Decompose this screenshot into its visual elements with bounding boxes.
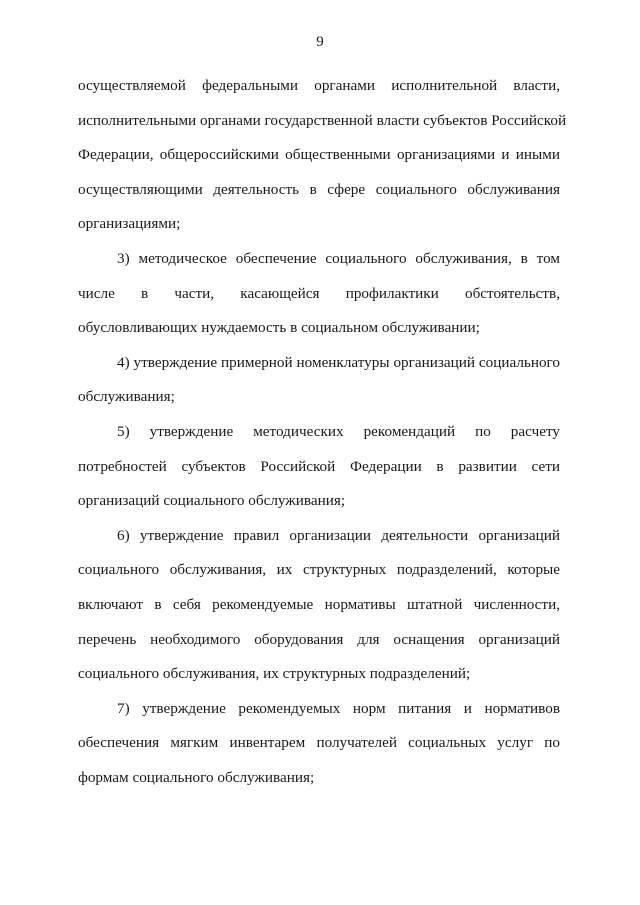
text-line: обусловливающих нуждаемость в социальном обслуживании;: [78, 319, 480, 336]
text-line: социального обслуживания, их структурных подразделений;: [78, 665, 471, 682]
text-line: Федерации, общероссийскими общественными организациями и иными: [78, 146, 560, 163]
text-line: организациями;: [78, 215, 181, 232]
text-line: числе в части, касающейся профилактики обстоятельств,: [78, 285, 560, 302]
text-line: перечень необходимого оборудования для оснащения организаций: [78, 631, 560, 648]
text-line: исполнительными органами государственной власти субъектов Российской: [78, 112, 567, 129]
text-line: включают в себя рекомендуемые нормативы штатной численности,: [78, 596, 560, 613]
text-line: потребностей субъектов Российской Федерации в развитии сети: [78, 458, 560, 475]
text-line: обеспечения мягким инвентарем получателей социальных услуг по: [78, 734, 560, 751]
list-item-7: 7) утверждение рекомендуемых норм питания и нормативов: [117, 700, 560, 717]
list-item-3: 3) методическое обеспечение социального обслуживания, в том: [117, 250, 560, 267]
text-line: формам социального обслуживания;: [78, 769, 315, 786]
text-line: социального обслуживания, их структурных подразделений, которые: [78, 561, 560, 578]
list-item-4: 4) утверждение примерной номенклатуры организаций социального: [117, 354, 560, 371]
text-line: осуществляемой федеральными органами исполнительной власти,: [78, 77, 560, 94]
page-number: 9: [316, 34, 324, 50]
text-line: организаций социального обслуживания;: [78, 492, 346, 509]
list-item-6: 6) утверждение правил организации деятельности организаций: [117, 527, 560, 544]
text-line: обслуживания;: [78, 388, 175, 405]
text-line: осуществляющими деятельность в сфере социального обслуживания: [78, 181, 560, 198]
list-item-5: 5) утверждение методических рекомендаций по расчету: [117, 423, 560, 440]
